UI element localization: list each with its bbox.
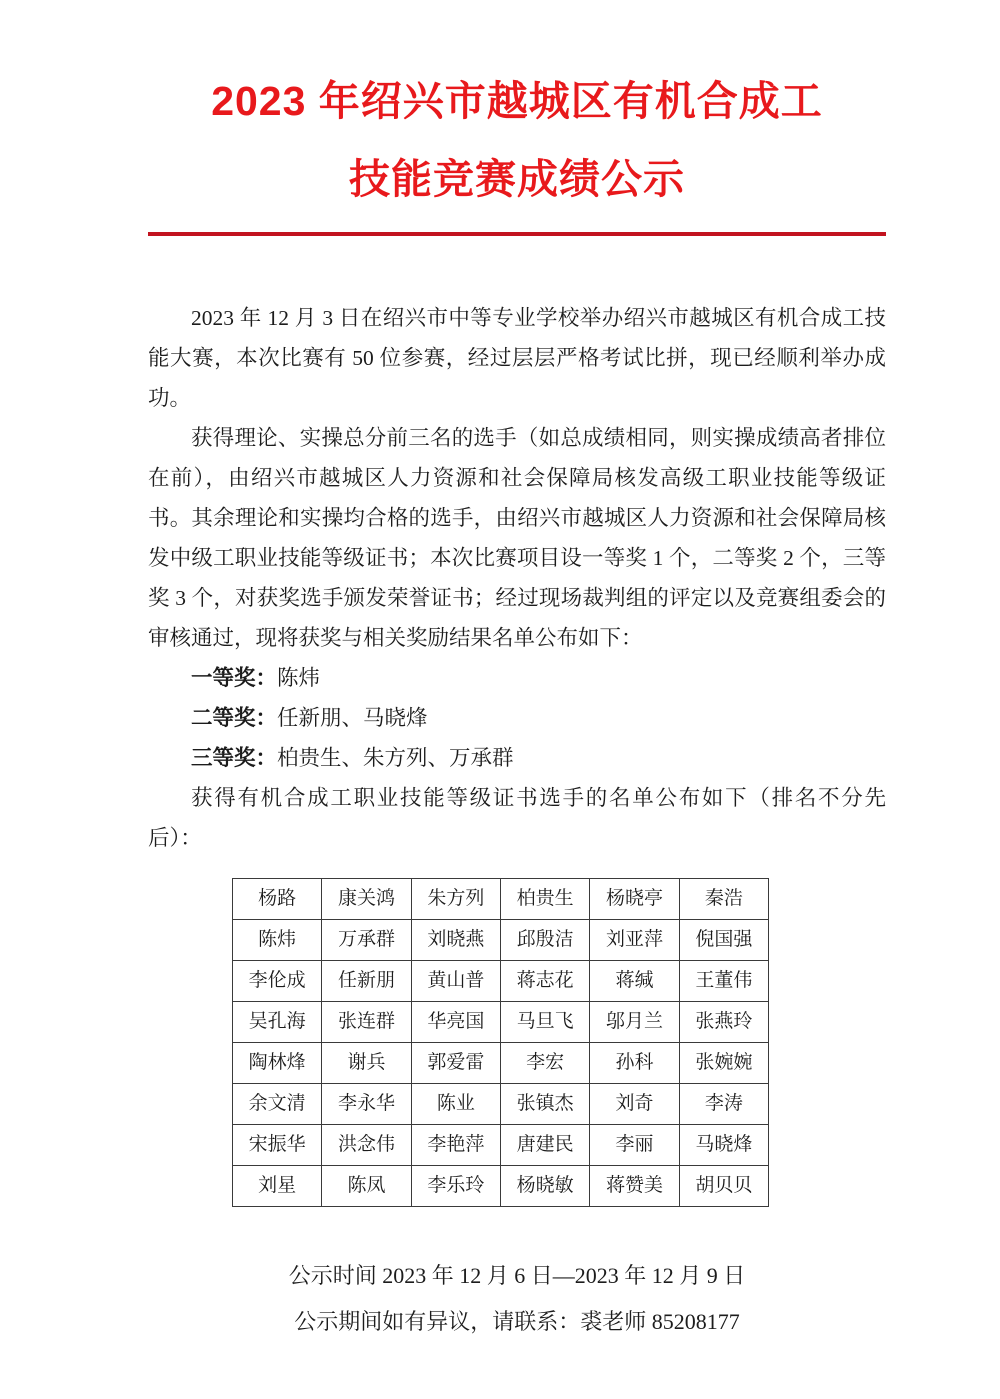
name-cell: 张燕玲: [679, 1002, 768, 1043]
name-cell: 康关鸿: [322, 879, 411, 920]
table-row: [233, 879, 769, 920]
name-cell: 华亮国: [411, 1002, 500, 1043]
award-first-prize-names: 陈炜: [277, 666, 321, 690]
doc-body: [148, 298, 886, 1207]
name-table-body: [233, 879, 769, 1207]
table-row: [233, 961, 769, 1002]
table-row: [233, 1043, 769, 1084]
name-cell: 杨晓敏: [500, 1166, 589, 1207]
name-cell: 吴孔海: [233, 1002, 322, 1043]
name-cell: 宋振华: [233, 1125, 322, 1166]
name-cell: 马旦飞: [500, 1002, 589, 1043]
page-title-line1: 2023 年绍兴市越城区有机合成工: [211, 78, 823, 124]
name-cell: 刘星: [233, 1166, 322, 1207]
paragraph-rules: 获得理论、实操总分前三名的选手（如总成绩相同，则实操成绩高者排位在前），由绍兴市越城区人力资源和社会保障局核发高级工职业技能等级证书。其余理论和实操均合格的选手，由绍兴市越城区人力资源和社会保障局核发中级工职业技能等级证书；本次比赛项目设一等奖 1 个，二等奖 2 个，三等奖 3 个，对获奖选手颁发荣誉证书；经过现场裁判组的评定以及竞赛组委会的审核通过，现将获奖与相关奖励结果名单公布如下：: [148, 426, 886, 650]
name-cell: 李伦成: [233, 961, 322, 1002]
award-third-prize-label: 三等奖：: [191, 746, 278, 770]
award-first-prize-label: 一等奖：: [191, 666, 278, 690]
name-cell: 邱殷洁: [500, 920, 589, 961]
name-cell: 蒋缄: [590, 961, 679, 1002]
name-cell: 李永华: [322, 1084, 411, 1125]
name-cell: 邬月兰: [590, 1002, 679, 1043]
award-third-prize: [148, 738, 886, 778]
award-second-prize-label: 二等奖：: [191, 706, 278, 730]
name-cell: 李宏: [500, 1043, 589, 1084]
name-cell: 张连群: [322, 1002, 411, 1043]
name-table-wrap: [232, 878, 886, 1207]
name-cell: 李艳萍: [411, 1125, 500, 1166]
name-cell: 郭爱雷: [411, 1043, 500, 1084]
title-underline-rule: [148, 232, 886, 236]
name-cell: 谢兵: [322, 1043, 411, 1084]
name-cell: 刘晓燕: [411, 920, 500, 961]
award-second-prize: [148, 698, 886, 738]
name-cell: 蒋赞美: [590, 1166, 679, 1207]
name-cell: 万承群: [322, 920, 411, 961]
doc-header: [148, 62, 886, 236]
table-row: [233, 1166, 769, 1207]
table-row: [233, 1125, 769, 1166]
name-cell: 陈业: [411, 1084, 500, 1125]
name-cell: 陶林烽: [233, 1043, 322, 1084]
table-row: [233, 920, 769, 961]
name-cell: 李丽: [590, 1125, 679, 1166]
name-cell: 李乐玲: [411, 1166, 500, 1207]
paragraph-intro: 2023 年 12 月 3 日在绍兴市中等专业学校举办绍兴市越城区有机合成工技能大赛，本次比赛有 50 位参赛，经过层层严格考试比拼，现已经顺利举办成功。: [148, 306, 886, 410]
name-cell: 秦浩: [679, 879, 768, 920]
table-row: [233, 1084, 769, 1125]
name-cell: 陈炜: [233, 920, 322, 961]
name-cell: 刘亚萍: [590, 920, 679, 961]
award-third-prize-names: 柏贵生、朱方列、万承群: [277, 746, 514, 770]
name-cell: 唐建民: [500, 1125, 589, 1166]
publicity-period-line: 公示时间 2023 年 12 月 6 日—2023 年 12 月 9 日: [288, 1263, 746, 1288]
name-cell: 杨晓亭: [590, 879, 679, 920]
name-cell: 洪念伟: [322, 1125, 411, 1166]
name-cell: 马晓烽: [679, 1125, 768, 1166]
name-cell: 孙科: [590, 1043, 679, 1084]
name-cell: 杨路: [233, 879, 322, 920]
page-title-line2: 技能竞赛成绩公示: [349, 156, 685, 202]
name-cell: 柏贵生: [500, 879, 589, 920]
name-cell: 倪国强: [679, 920, 768, 961]
name-cell: 刘奇: [590, 1084, 679, 1125]
paragraph-certificate-list-intro: 获得有机合成工职业技能等级证书选手的名单公布如下（排名不分先后）：: [148, 786, 886, 850]
table-row: [233, 1002, 769, 1043]
name-cell: 任新朋: [322, 961, 411, 1002]
name-cell: 张镇杰: [500, 1084, 589, 1125]
certificate-name-table: [232, 878, 769, 1207]
name-cell: 余文清: [233, 1084, 322, 1125]
name-cell: 朱方列: [411, 879, 500, 920]
doc-footer: [148, 1253, 886, 1345]
name-cell: 蒋志花: [500, 961, 589, 1002]
name-cell: 黄山普: [411, 961, 500, 1002]
name-cell: 张婉婉: [679, 1043, 768, 1084]
name-cell: 胡贝贝: [679, 1166, 768, 1207]
award-first-prize: [148, 658, 886, 698]
name-cell: 王董伟: [679, 961, 768, 1002]
contact-line: 公示期间如有异议，请联系：裘老师 85208177: [294, 1309, 740, 1334]
name-cell: 李涛: [679, 1084, 768, 1125]
name-cell: 陈凤: [322, 1166, 411, 1207]
award-second-prize-names: 任新朋、马晓烽: [277, 706, 428, 730]
